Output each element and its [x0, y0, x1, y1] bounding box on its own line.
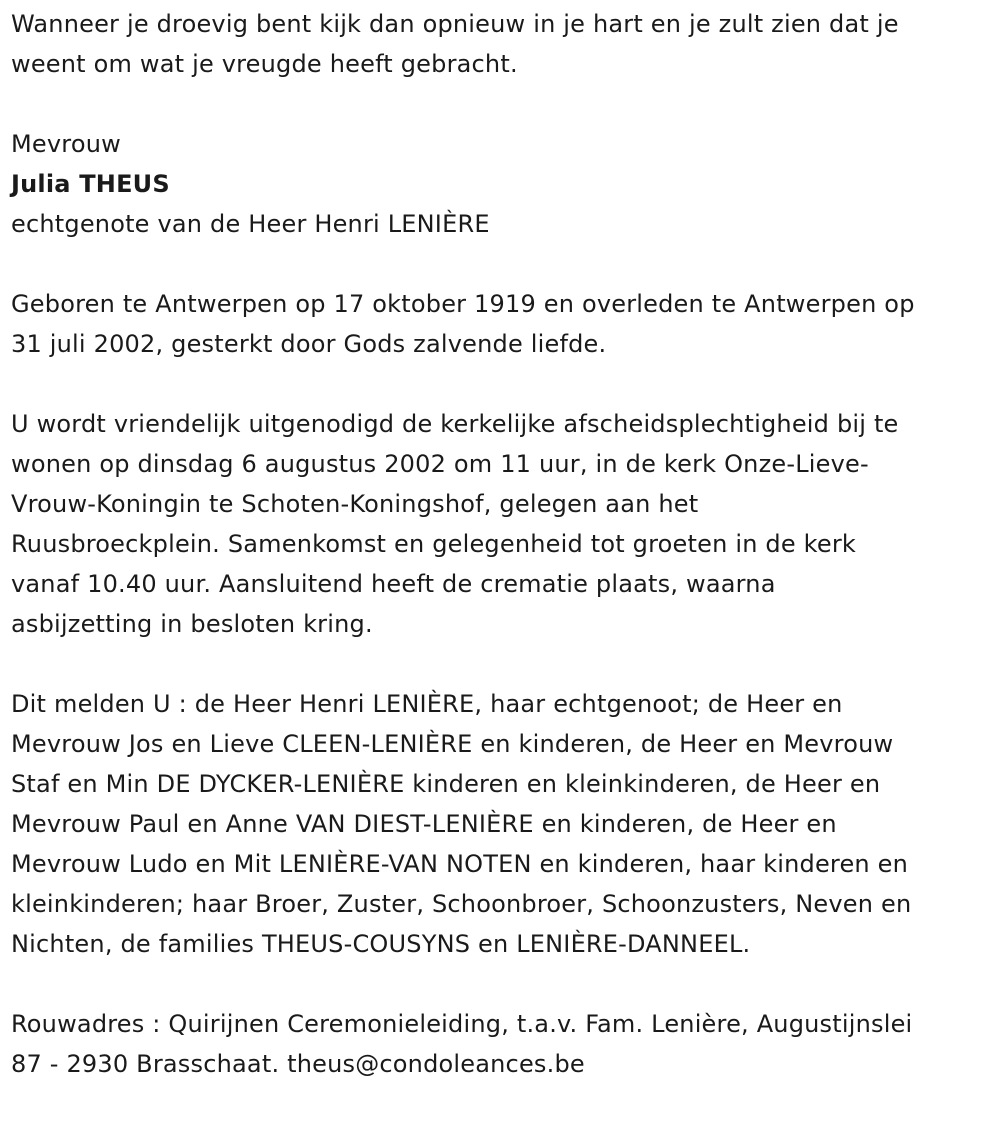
opening-quote: Wanneer je droevig bent kijk dan opnieuw in je hart en je zult zien dat je weent om wat je vreugde heeft gebracht.: [11, 10, 899, 78]
announcers-paragraph: Dit melden U : de Heer Henri LENIÈRE, haar echtgenoot; de Heer en Mevrouw Jos en Lieve CLEEN-LENIÈRE en kinderen, de Heer en Mevrouw Staf en Min DE DYCKER-LENIÈRE kinderen en kleinkinderen, de Heer en Mevrouw Paul en Anne VAN DIEST-LENIÈRE en kinderen, de Heer en Mevrouw Ludo en Mit LENIÈRE-VAN NOTEN en kinderen, haar kinderen en kleinkinderen; haar Broer, Zuster, Schoonbroer, Schoonzusters, Neven en Nichten, de families THEUS-COUSYNS en LENIÈRE-DANNEEL.: [11, 690, 912, 958]
ceremony-paragraph: U wordt vriendelijk uitgenodigd de kerkelijke afscheidsplechtigheid bij te wonen op dinsdag 6 augustus 2002 om 11 uur, in de kerk Onze-Lieve- Vrouw-Koningin te Schoten-Koningshof, gelegen aan het Ruusbroeckplein. Samenkomst en gelegenheid tot groeten in de kerk vanaf 10.40 uur. Aansluitend heeft de crematie plaats, waarna asbijzetting in besloten kring.: [11, 410, 899, 638]
mourning-address: Rouwadres : Quirijnen Ceremonieleiding, t.a.v. Fam. Lenière, Augustijnslei 87 - 2930 Brasschaat. theus@condoleances.be: [11, 1010, 913, 1078]
honorific: Mevrouw: [11, 130, 121, 158]
deceased-name: Julia THEUS: [11, 170, 170, 198]
birth-death-paragraph: Geboren te Antwerpen op 17 oktober 1919 en overleden te Antwerpen op 31 juli 2002, gesterkt door Gods zalvende liefde.: [11, 290, 915, 358]
obituary-document: [11, 4, 991, 1124]
spouse-line: echtgenote van de Heer Henri LENIÈRE: [11, 210, 490, 238]
deceased-block: [11, 124, 991, 244]
